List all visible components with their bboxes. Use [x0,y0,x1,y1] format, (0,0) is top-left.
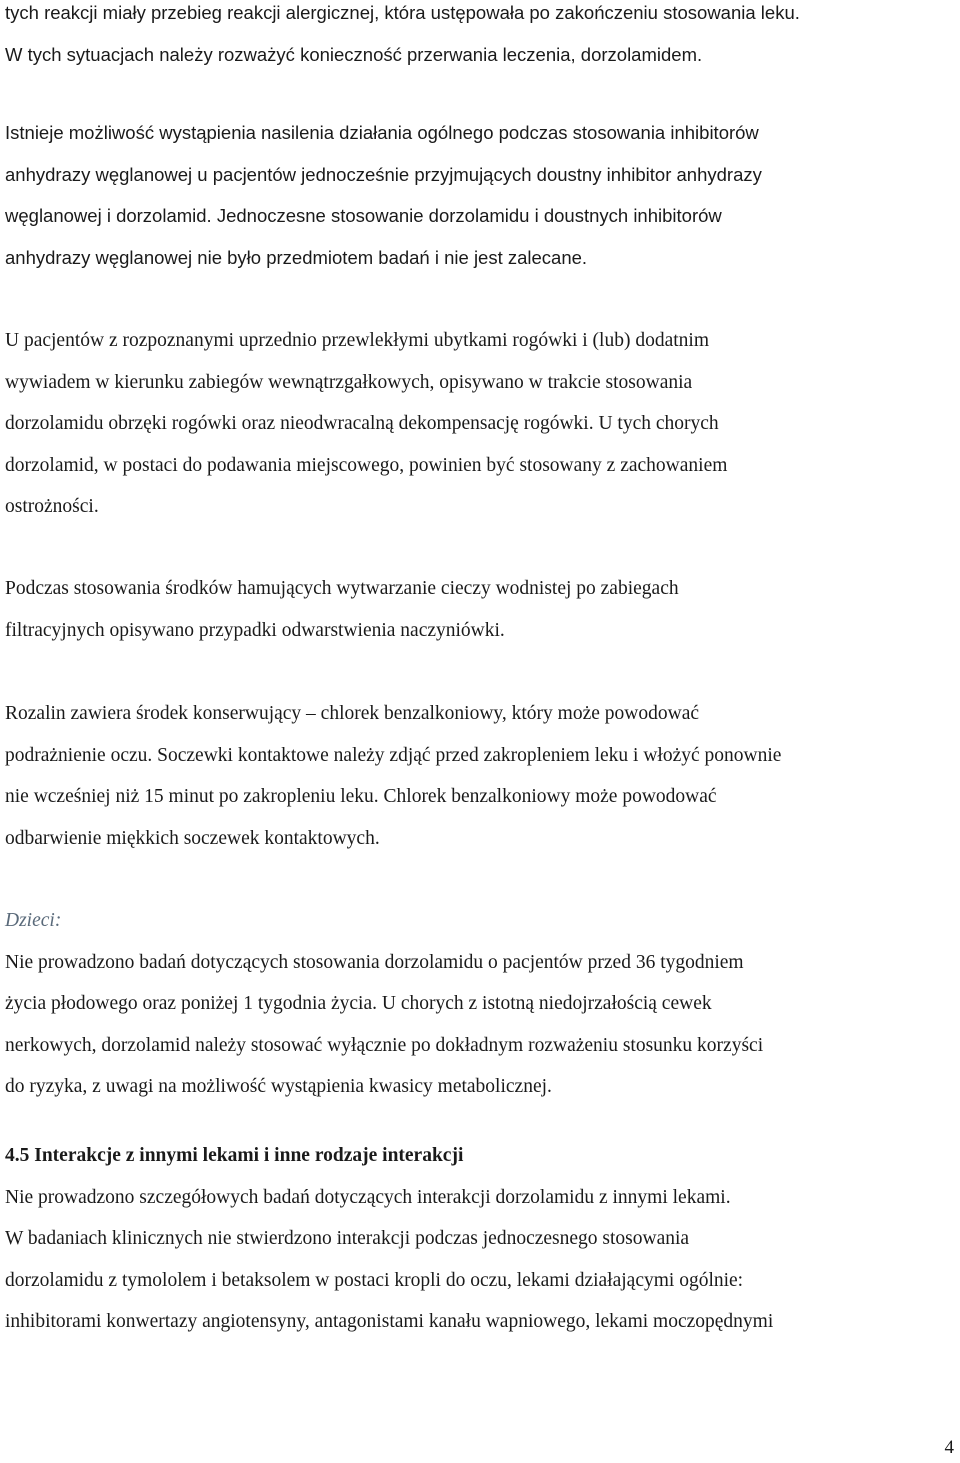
text-line: W badaniach klinicznych nie stwierdzono interakcji podczas jednoczesnego stosowania [5,1228,690,1249]
paragraph-cornea [5,320,960,528]
section-heading: 4.5 Interakcje z innymi lekami i inne rodzaje interakcji [5,1145,464,1166]
paragraph-children [5,900,960,1108]
page-number: 4 [944,1437,954,1458]
text-line: ostrożności. [5,496,99,517]
text-line: dorzolamid, w postaci do podawania miejscowego, powinien być stosowany z zachowaniem [5,454,728,476]
text-line: Nie prowadzono badań dotyczących stosowania dorzolamidu o pacjentów przed 36 tygodniem [5,951,744,973]
text-line: odbarwienie miękkich soczewek kontaktowych. [5,827,380,849]
text-line: dorzolamidu obrzęki rogówki oraz nieodwracalną dekompensację rogówki. U tych chorych [5,413,719,434]
children-label: Dzieci: [5,910,62,931]
paragraph-filtration [5,568,960,651]
text-line: tych reakcji miały przebieg reakcji alergicznej, która ustępowała po zakończeniu stosowania leku. [5,2,800,23]
text-line: nerkowych, dorzolamid należy stosować wyłącznie po dokładnym rozważeniu stosunku korzyści [5,1034,764,1056]
text-line: filtracyjnych opisywano przypadki odwarstwienia naczyniówki. [5,619,505,641]
section-4-5 [5,1135,960,1343]
text-line: anhydrazy węglanowej nie było przedmiotem badań i nie jest zalecane. [5,246,588,268]
paragraph-intro [5,0,960,75]
text-line: nie wcześniej niż 15 minut po zakropleniu leku. Chlorek benzalkoniowy może powodować [5,786,717,807]
text-line: Podczas stosowania środków hamujących wytwarzanie cieczy wodnistej po zabiegach [5,578,679,599]
text-line: W tych sytuacjach należy rozważyć konieczność przerwania leczenia, dorzolamidem. [5,43,703,65]
text-line: U pacjentów z rozpoznanymi uprzednio przewlekłymi ubytkami rogówki i (lub) dodatnim [5,330,709,351]
text-line: anhydrazy węglanowej u pacjentów jednocześnie przyjmujących doustny inhibitor anhydrazy [5,163,762,185]
text-line: życia płodowego oraz poniżej 1 tygodnia życia. U chorych z istotną niedojrzałością cewek [5,993,712,1014]
text-line: Istnieje możliwość wystąpienia nasilenia działania ogólnego podczas stosowania inhibitorów [5,122,759,143]
text-line: do ryzyka, z uwagi na możliwość wystąpienia kwasicy metabolicznej. [5,1076,552,1097]
paragraph-preservative [5,693,960,859]
text-line: Rozalin zawiera środek konserwujący – chlorek benzalkoniowy, który może powodować [5,703,700,724]
text-line: inhibitorami konwertazy angiotensyny, antagonistami kanału wapniowego, lekami moczopędnymi [5,1311,774,1332]
text-line: Nie prowadzono szczegółowych badań dotyczących interakcji dorzolamidu z innymi lekami. [5,1186,731,1208]
text-line: węglanowej i dorzolamid. Jednoczesne stosowanie dorzolamidu i doustnych inhibitorów [5,205,722,226]
text-line: dorzolamidu z tymololem i betaksolem w postaci kropli do oczu, lekami działającymi ogólnie: [5,1269,744,1291]
text-line: podrażnienie oczu. Soczewki kontaktowe należy zdjąć przed zakropleniem leku i włożyć ponownie [5,744,782,766]
text-line: wywiadem w kierunku zabiegów wewnątrzgałkowych, opisywano w trakcie stosowania [5,371,693,393]
paragraph-systemic-effects [5,112,960,278]
